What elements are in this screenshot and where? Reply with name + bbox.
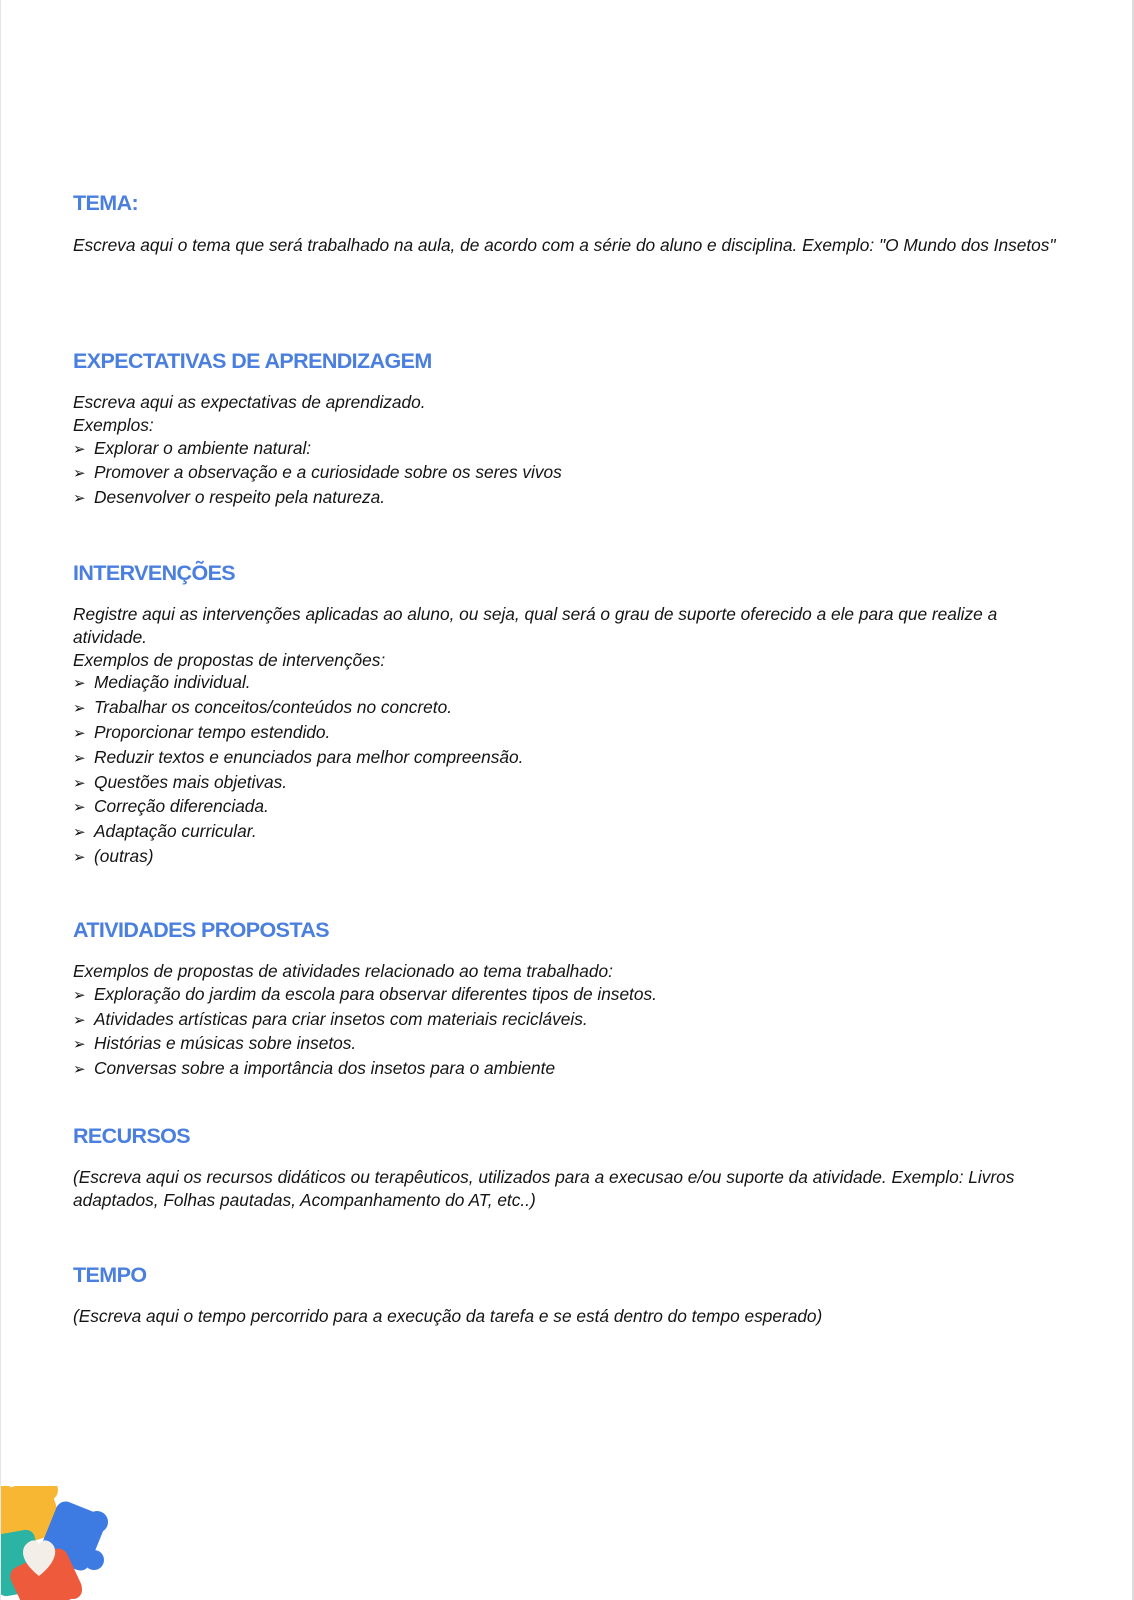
- intervencoes-list: [73, 671, 1058, 869]
- atividades-list: [73, 983, 1058, 1082]
- list-item: ➢ Proporcionar tempo estendido.: [73, 721, 1058, 746]
- recursos-text: (Escreva aqui os recursos didáticos ou terapêuticos, utilizados para a execusao e/ou suporte da atividade. Exemplo: Livros adaptados, Folhas pautadas, Acompanhamento do AT, etc..): [73, 1167, 1015, 1210]
- list-item: ➢ (outras): [73, 845, 1058, 870]
- list-item: ➢ Atividades artísticas para criar insetos com materiais recicláveis.: [73, 1008, 1058, 1033]
- section-body-recursos: [73, 1166, 1058, 1212]
- expectativas-list: [73, 437, 1058, 511]
- list-item: ➢ Reduzir textos e enunciados para melhor compreensão.: [73, 746, 1058, 771]
- section-recursos: [73, 1123, 1058, 1212]
- section-body-atividades: [73, 960, 1058, 1082]
- bullet-arrow-icon: ➢: [73, 490, 86, 508]
- list-item: ➢ Trabalhar os conceitos/conteúdos no concreto.: [73, 696, 1058, 721]
- section-title-tempo: TEMPO: [73, 1263, 147, 1287]
- expectativas-intro: Escreva aqui as expectativas de aprendizado.: [73, 392, 426, 412]
- bullet-arrow-icon: ➢: [73, 1011, 86, 1029]
- bullet-arrow-icon: ➢: [73, 724, 86, 742]
- bullet-arrow-icon: ➢: [73, 986, 86, 1004]
- section-expectativas: [73, 348, 1058, 511]
- bullet-arrow-icon: ➢: [73, 1036, 86, 1054]
- list-item: ➢ Exploração do jardim da escola para observar diferentes tipos de insetos.: [73, 983, 1058, 1008]
- list-item: ➢ Adaptação curricular.: [73, 820, 1058, 845]
- bullet-arrow-icon: ➢: [73, 1061, 86, 1079]
- bullet-arrow-icon: ➢: [73, 799, 86, 817]
- section-body-tema: [73, 234, 1058, 257]
- section-body-expectativas: [73, 391, 1058, 511]
- list-item: ➢ Correção diferenciada.: [73, 795, 1058, 820]
- section-title-recursos: RECURSOS: [73, 1124, 191, 1148]
- section-tema: [73, 190, 1058, 257]
- bullet-arrow-icon: ➢: [73, 465, 86, 483]
- puzzle-heart-icon: [1, 1486, 111, 1600]
- bullet-arrow-icon: ➢: [73, 848, 86, 866]
- section-atividades: [73, 917, 1058, 1082]
- intervencoes-subtitle: Exemplos de propostas de intervenções:: [73, 649, 386, 670]
- section-body-intervencoes: [73, 603, 1058, 870]
- list-item: ➢ Explorar o ambiente natural:: [73, 437, 1058, 462]
- bullet-arrow-icon: ➢: [73, 700, 86, 718]
- section-intervencoes: [73, 560, 1058, 870]
- bullet-arrow-icon: ➢: [73, 675, 86, 693]
- intervencoes-intro: Registre aqui as intervenções aplicadas ao aluno, ou seja, qual será o grau de suporte oferecido a ele para que realize a atividade.: [73, 604, 998, 647]
- list-item: ➢ Desenvolver o respeito pela natureza.: [73, 486, 1058, 511]
- bullet-arrow-icon: ➢: [73, 440, 86, 458]
- list-item: ➢ Promover a observação e a curiosidade sobre os seres vivos: [73, 461, 1058, 486]
- bullet-arrow-icon: ➢: [73, 824, 86, 842]
- expectativas-subtitle: Exemplos:: [73, 414, 154, 435]
- bullet-arrow-icon: ➢: [73, 774, 86, 792]
- list-item: ➢ Mediação individual.: [73, 671, 1058, 696]
- tempo-text: (Escreva aqui o tempo percorrido para a execução da tarefa e se está dentro do tempo esperado): [73, 1306, 823, 1326]
- section-title-tema: TEMA:: [73, 191, 139, 215]
- section-body-tempo: [73, 1305, 1058, 1328]
- tema-text: Escreva aqui o tema que será trabalhado na aula, de acordo com a série do aluno e disciplina. Exemplo: "O Mundo dos Insetos": [73, 235, 1056, 255]
- section-title-intervencoes: INTERVENÇÕES: [73, 561, 236, 585]
- list-item: ➢ Questões mais objetivas.: [73, 771, 1058, 796]
- section-title-atividades: ATIVIDADES PROPOSTAS: [73, 918, 329, 942]
- section-title-expectativas: EXPECTATIVAS DE APRENDIZAGEM: [73, 349, 432, 373]
- list-item: ➢ Histórias e músicas sobre insetos.: [73, 1032, 1058, 1057]
- section-tempo: [73, 1262, 1058, 1328]
- list-item: ➢ Conversas sobre a importância dos insetos para o ambiente: [73, 1057, 1058, 1082]
- bullet-arrow-icon: ➢: [73, 749, 86, 767]
- atividades-subtitle: Exemplos de propostas de atividades relacionado ao tema trabalhado:: [73, 961, 613, 981]
